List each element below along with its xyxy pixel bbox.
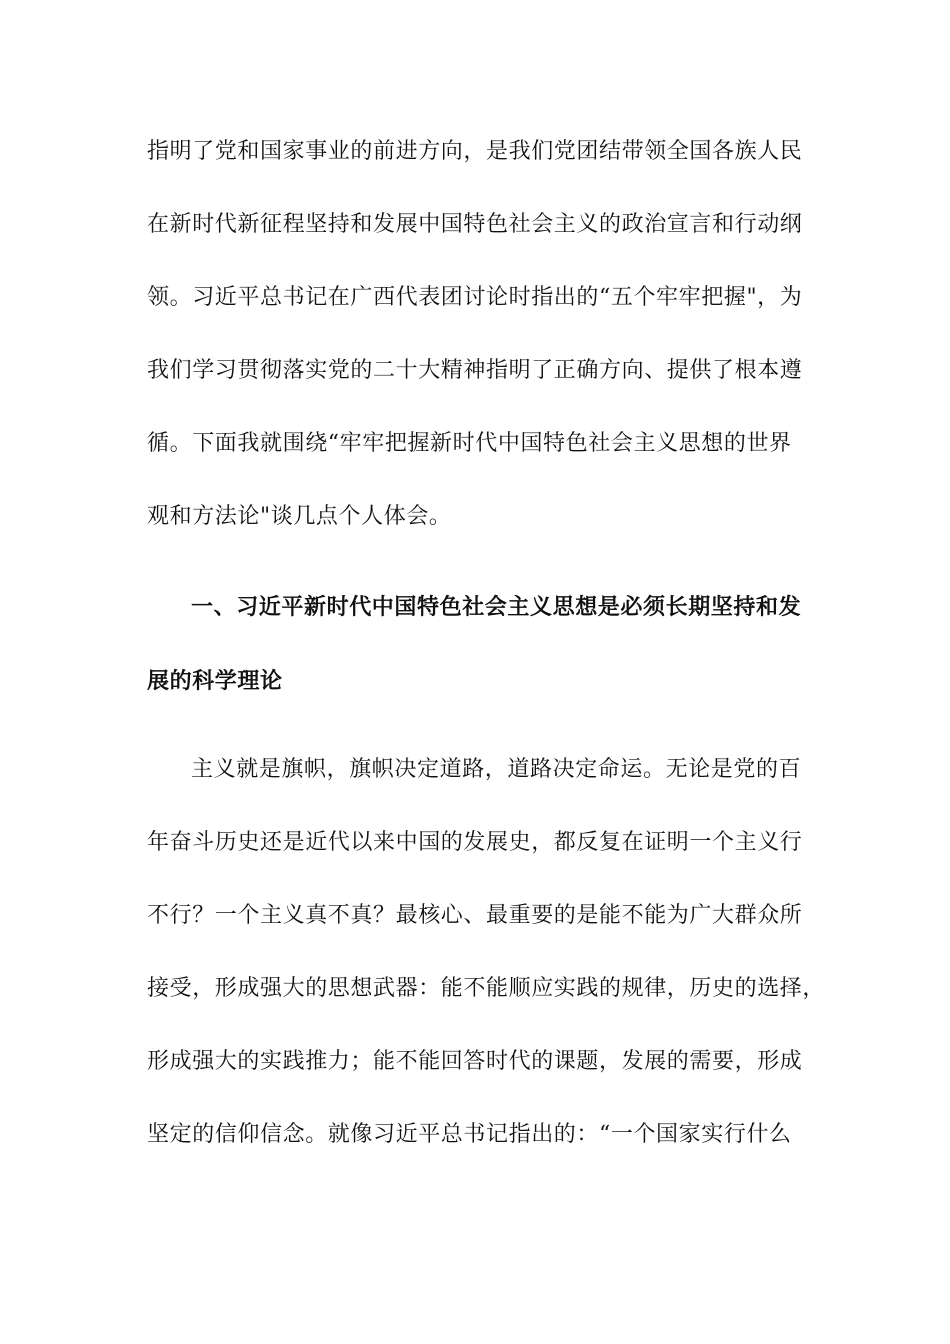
paragraph-line: 指明了党和国家事业的前进方向，是我们党团结带领全国各族人民 — [147, 139, 803, 164]
paragraph-line: 我们学习贯彻落实党的二十大精神指明了正确方向、提供了根本遵 — [147, 358, 803, 383]
paragraph-line: 不行？一个主义真不真？最核心、最重要的是能不能为广大群众所 — [147, 903, 803, 928]
paragraph-line: 观和方法论"谈几点个人体会。 — [147, 504, 452, 529]
paragraph-line: 接受，形成强大的思想武器：能不能顺应实践的规律，历史的选择， — [147, 976, 826, 1001]
heading-line: 展的科学理论 — [147, 669, 283, 694]
paragraph-line: 坚定的信仰信念。就像习近平总书记指出的：“一个国家实行什么 — [147, 1122, 792, 1147]
paragraph-line: 主义就是旗帜，旗帜决定道路，道路决定命运。无论是党的百 — [191, 757, 802, 782]
paragraph-line: 年奋斗历史还是近代以来中国的发展史，都反复在证明一个主义行 — [147, 830, 803, 855]
paragraph-line: 领。习近平总书记在广西代表团讨论时指出的“五个牢牢把握"，为 — [147, 285, 803, 310]
paragraph-line: 循。下面我就围绕“牢牢把握新时代中国特色社会主义思想的世界 — [147, 431, 792, 456]
paragraph-line: 在新时代新征程坚持和发展中国特色社会主义的政治宣言和行动纲 — [147, 212, 803, 237]
paragraph-line: 形成强大的实践推力；能不能回答时代的课题，发展的需要，形成 — [147, 1049, 803, 1074]
heading-line: 一、习近平新时代中国特色社会主义思想是必须长期坚持和发 — [191, 595, 802, 620]
